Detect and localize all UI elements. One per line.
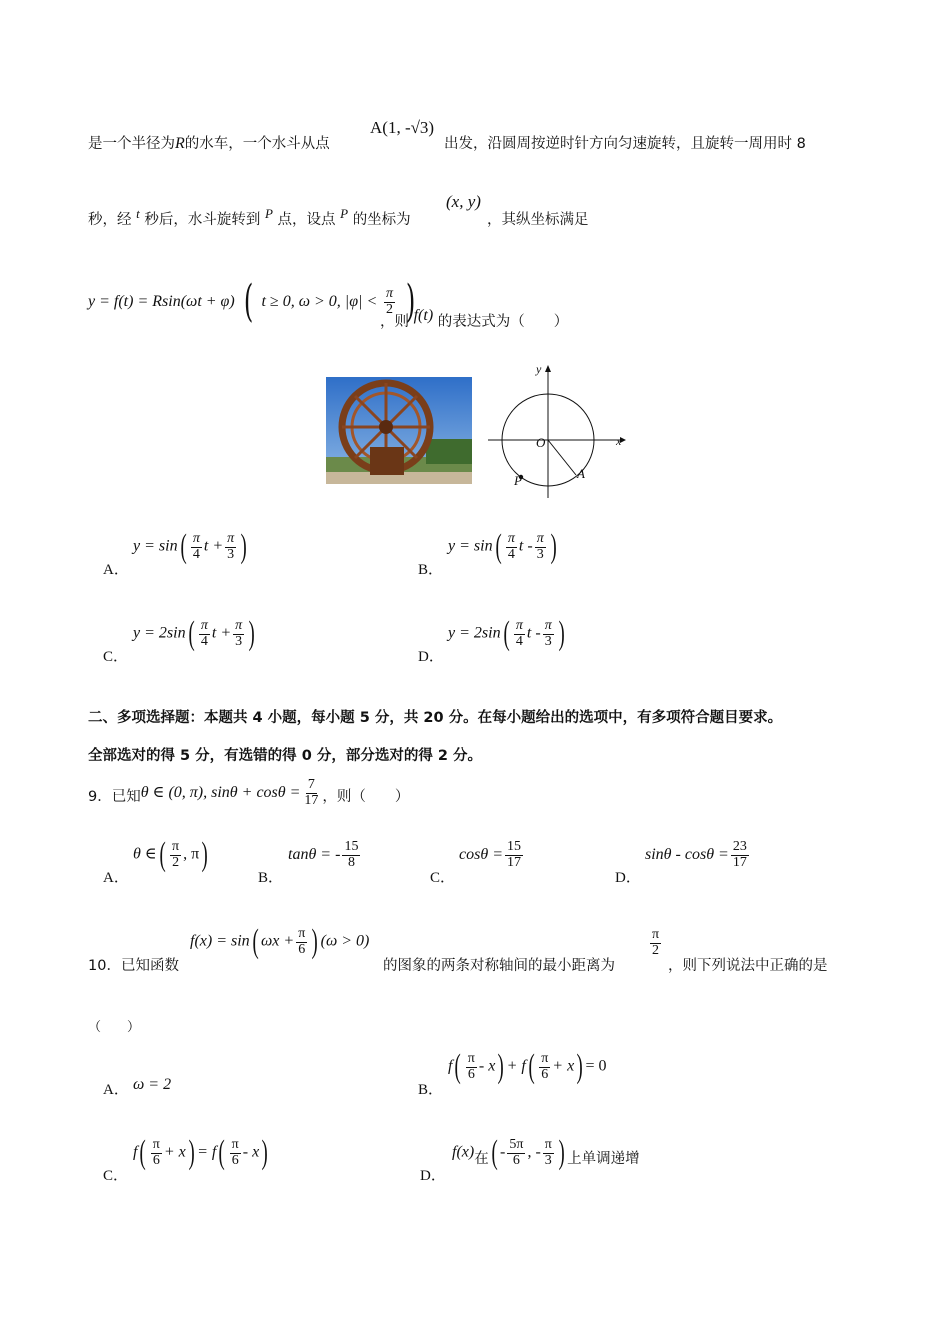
q8-text: ，则 <box>380 314 409 330</box>
frac-num: π <box>652 927 660 942</box>
option-text: + x <box>552 1057 575 1075</box>
option-text: - x <box>478 1057 496 1075</box>
option-text: f <box>448 1057 453 1075</box>
option-text: t + <box>203 537 224 555</box>
option-text: t + <box>211 624 232 642</box>
option-text: f(x) <box>452 1143 475 1161</box>
q9-option-b-expr[interactable] <box>288 840 362 870</box>
origin-label: O <box>536 435 546 450</box>
axis-label-x: x <box>616 434 622 448</box>
frac-den: 6 <box>298 941 306 957</box>
frac-num: π <box>544 617 552 633</box>
frac-den: 17 <box>304 792 319 808</box>
option-text: = 0 <box>585 1057 607 1075</box>
option-text: y = 2sin <box>448 624 501 642</box>
frac-num: π <box>298 925 306 941</box>
option-text: 上单调递增 <box>567 1150 640 1167</box>
frac-num: π <box>227 530 235 546</box>
frac-num: π <box>467 1050 475 1066</box>
frac-num: 5π <box>509 1136 524 1152</box>
q9-option-c-label[interactable]: C． <box>430 870 456 886</box>
option-text: + x <box>163 1143 186 1161</box>
frac-num: π <box>200 617 208 633</box>
coord-xy: (x, y) <box>446 192 481 211</box>
option-text: cosθ = <box>459 845 503 863</box>
frac-den: 6 <box>512 1152 520 1168</box>
q9-option-b-label[interactable]: B． <box>258 870 284 886</box>
var-t: t <box>136 206 140 221</box>
q10-option-c-label[interactable]: C． <box>103 1168 129 1184</box>
frac-num: π <box>152 1136 160 1152</box>
option-text: tanθ = - <box>288 845 341 863</box>
frac-den: 8 <box>347 854 355 870</box>
frac-num: π <box>541 1050 549 1066</box>
var-ft: f(t) <box>413 307 434 324</box>
q8-line2-tail: ，其纵坐标满足 <box>487 212 589 228</box>
q9-option-d-expr[interactable] <box>645 840 751 870</box>
option-text: y = sin <box>133 537 178 555</box>
var-P: P <box>264 206 273 221</box>
q10-option-b-expr[interactable]: f( $\frac{\pi}{6}$ - x) + f( $\frac{\pi}{6}$ + x) = 0 <box>448 1048 607 1085</box>
point-A-label: A <box>577 466 585 481</box>
option-text: + f <box>506 1057 526 1075</box>
unit-circle-diagram <box>484 362 634 502</box>
q10-number: 10．已知函数 <box>88 958 179 974</box>
frac-den: 2 <box>386 301 394 317</box>
frac-num: π <box>386 285 394 301</box>
option-text: y = sin <box>448 537 493 555</box>
frac-den: 2 <box>652 942 660 958</box>
var-R: R <box>175 135 185 152</box>
option-text: y = 2sin <box>133 624 186 642</box>
q10-answer-paren: （ ） <box>88 1020 141 1035</box>
q10-option-d-label[interactable]: D． <box>420 1168 446 1184</box>
option-text: - x <box>242 1143 260 1161</box>
frac-den: 4 <box>515 633 523 649</box>
frac-den: 6 <box>541 1066 549 1082</box>
frac-num: 15 <box>344 839 359 854</box>
q9-tail: ，则（ ） <box>322 789 410 806</box>
frac-num: π <box>235 617 243 633</box>
q8-text: 是一个半径为 <box>88 136 175 152</box>
q9-condition: θ ∈ (0, π), sinθ + cosθ = <box>140 784 301 802</box>
point-A: A(1, -√3) <box>370 118 435 137</box>
frac-den: 3 <box>544 633 552 649</box>
q9-stem <box>88 778 409 808</box>
frac-num: 7 <box>307 777 315 792</box>
option-text: = f <box>197 1143 217 1161</box>
option-text: , - <box>527 1143 541 1161</box>
q8-formula: y = f(t) = Rsin(ωt + φ) ( t ≥ 0, ω > 0, |φ| < $\frac{\pi}{2}$ ) <box>88 276 416 327</box>
q8-option-b-expr[interactable]: y = sin( $\frac{\pi}{4}$ t - $\frac{\pi}{3}$ ) <box>448 528 557 565</box>
q9-option-c-expr[interactable] <box>459 840 525 870</box>
q8-option-c-label[interactable]: C． <box>103 649 129 665</box>
q10-option-a-expr[interactable]: ω = 2 <box>133 1076 172 1093</box>
q8-text: 秒，经 <box>88 212 132 228</box>
q8-line2 <box>88 208 411 229</box>
axis-label-y: y <box>536 362 542 376</box>
q8-text: 点，设点 <box>277 212 336 228</box>
frac-num: π <box>172 838 180 854</box>
q8-option-d-expr[interactable]: y = 2sin( $\frac{\pi}{4}$ t - $\frac{\pi}{3}$ ) <box>448 615 565 652</box>
section-2-heading: 二、多项选择题：本题共 4 小题，每小题 5 分，共 20 分。在每小题给出的选项中，有多项符合题目要求。 <box>88 710 783 726</box>
option-text: , π <box>183 845 200 863</box>
q10-option-b-label[interactable]: B． <box>418 1082 444 1098</box>
q8-text: 的坐标为 <box>352 212 411 228</box>
frac-den: 17 <box>506 854 521 870</box>
option-text: θ ∈ <box>133 845 157 863</box>
frac-den: 4 <box>507 546 515 562</box>
water-wheel-photo <box>326 377 472 484</box>
point-P-label: P <box>514 473 522 488</box>
q8-option-c-expr[interactable]: y = 2sin( $\frac{\pi}{4}$ t + $\frac{\pi}{3}$ ) <box>133 615 255 652</box>
q10-text-b: ，则下列说法中正确的是 <box>668 958 828 974</box>
option-text: t - <box>518 537 533 555</box>
frac-den: 3 <box>544 1152 552 1168</box>
option-text: 在 <box>474 1150 489 1167</box>
frac-den: 6 <box>152 1152 160 1168</box>
frac-den: 4 <box>192 546 200 562</box>
function-text: f(x) = sin <box>190 932 250 950</box>
frac-den: 3 <box>235 633 243 649</box>
frac-den: 6 <box>467 1066 475 1082</box>
q8-option-a-label[interactable]: A． <box>103 562 129 578</box>
q8-option-b-label[interactable]: B． <box>418 562 444 578</box>
option-text: - <box>500 1143 506 1161</box>
q9-option-a-label[interactable]: A． <box>103 870 129 886</box>
formula-lhs: y = f(t) = Rsin(ωt + φ) <box>88 293 235 310</box>
q10-option-a-label[interactable]: A． <box>103 1082 129 1098</box>
frac-den: 2 <box>172 854 180 870</box>
section-2-instructions: 全部选对的得 5 分，有选错的得 0 分，部分选对的得 2 分。 <box>88 748 483 764</box>
option-text: f <box>133 1143 138 1161</box>
frac-num: 15 <box>506 839 521 854</box>
frac-num: π <box>231 1136 239 1152</box>
frac-num: 23 <box>732 839 747 854</box>
frac-num: π <box>507 530 515 546</box>
option-text: t - <box>526 624 541 642</box>
q8-text: 的水车，一个水斗从点 <box>184 136 330 152</box>
q8-text: 秒后，水斗旋转到 <box>144 212 261 228</box>
q10-option-c-expr[interactable]: f( $\frac{\pi}{6}$ + x) = f( $\frac{\pi}{6}$ - x) <box>133 1134 268 1171</box>
frac-den: 3 <box>227 546 235 562</box>
q10-function: f(x) = sin( ωx + $\frac{\pi}{6}$ ) (ω > 0) <box>190 923 370 960</box>
frac-num: π <box>544 1136 552 1152</box>
q8-line3 <box>380 307 569 331</box>
q8-option-d-label[interactable]: D． <box>418 649 444 665</box>
frac-num: π <box>536 530 544 546</box>
q10-text-a: 的图象的两条对称轴间的最小距离为 <box>383 958 615 974</box>
frac-den: 4 <box>200 633 208 649</box>
frac-den: 3 <box>536 546 544 562</box>
q8-line1 <box>88 132 330 153</box>
frac-den: 17 <box>732 854 747 870</box>
frac-num: π <box>515 617 523 633</box>
q8-option-a-expr[interactable]: y = sin( $\frac{\pi}{4}$ t + $\frac{\pi}{3}$ ) <box>133 528 247 565</box>
formula-cond: t ≥ 0, ω > 0, |φ| < <box>261 293 378 310</box>
var-P: P <box>340 206 349 221</box>
frac-den: 6 <box>231 1152 239 1168</box>
q8-line1-tail: 出发，沿圆周按逆时针方向匀速旋转，且旋转一周用时 8 <box>444 136 806 152</box>
option-text: sinθ - cosθ = <box>645 845 729 863</box>
function-cond: (ω > 0) <box>320 932 370 950</box>
q10-min-distance <box>648 928 663 958</box>
q9-number: 9．已知 <box>88 789 141 806</box>
frac-num: π <box>192 530 200 546</box>
q8-text: 的表达式为（ ） <box>437 314 569 330</box>
q9-option-a-expr[interactable]: θ ∈( $\frac{\pi}{2}$ , π) <box>133 836 208 873</box>
q10-option-d-expr[interactable]: f(x)在( - $\frac{5\pi}{6}$ , - $\frac{\pi}{3}$ ) 上单调递增 <box>452 1134 640 1171</box>
function-text: ωx + <box>261 932 295 950</box>
q9-option-d-label[interactable]: D． <box>615 870 641 886</box>
